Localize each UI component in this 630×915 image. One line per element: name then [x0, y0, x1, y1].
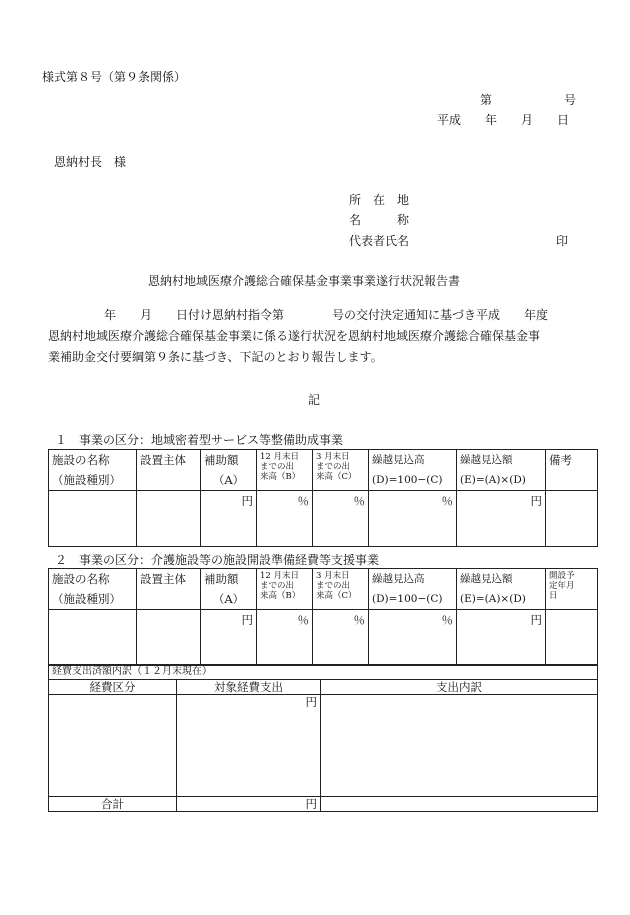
facility-name-header: 施設の名称 （施設種別）	[49, 450, 137, 491]
founder-header: 設置主体	[137, 450, 201, 491]
expense-target-cell: 円	[177, 695, 321, 797]
mar-progress-cell: ％	[313, 610, 369, 666]
founder-cell	[137, 491, 201, 547]
mar-progress-cell: ％	[313, 491, 369, 547]
founder-cell	[137, 610, 201, 666]
section2-table	[48, 568, 598, 666]
facility-name-cell	[49, 610, 137, 666]
subsidy-header: 補助額 （A）	[201, 569, 257, 610]
founder-header: 設置主体	[137, 569, 201, 610]
seal-mark: 印	[556, 234, 569, 248]
representative-label: 代表者氏名	[349, 234, 410, 248]
expense-table	[48, 664, 598, 812]
dec-progress-cell: ％	[257, 610, 313, 666]
dec-progress-cell: ％	[257, 491, 313, 547]
ki-marker: 記	[308, 393, 321, 407]
facility-name-header: 施設の名称 （施設種別）	[49, 569, 137, 610]
carry-rate-cell: ％	[369, 610, 457, 666]
total-label: 合計	[49, 797, 177, 812]
section1-heading: １ 事業の区分：地域密着型サービス等整備助成事業	[55, 433, 344, 447]
remarks-header: 備考	[546, 450, 598, 491]
name-label: 名 称	[349, 213, 410, 227]
expense-target-header: 対象経費支出	[177, 680, 321, 695]
date-line: 平成 年 月 日	[437, 113, 570, 127]
expense-detail-header: 支出内訳	[321, 680, 598, 695]
expense-caption: 経費支出済額内訳（１２月末現在）	[49, 665, 598, 680]
section1-table	[48, 449, 598, 547]
subsidy-cell: 円	[201, 491, 257, 547]
expense-category-cell	[49, 695, 177, 797]
address-label: 所 在 地	[349, 193, 410, 207]
total-amount-cell: 円	[177, 797, 321, 812]
mar-progress-header: 3 月末日 までの出 来高（C）	[313, 450, 369, 491]
expense-detail-cell	[321, 695, 598, 797]
dec-progress-header: 12 月末日 までの出 来高（B）	[257, 569, 313, 610]
document-title: 恩納村地域医療介護総合確保基金事業事業遂行状況報告書	[148, 274, 461, 288]
carry-rate-cell: ％	[369, 491, 457, 547]
expense-category-header: 経費区分	[49, 680, 177, 695]
dec-progress-header: 12 月末日 までの出 来高（B）	[257, 450, 313, 491]
total-detail-cell	[321, 797, 598, 812]
carry-rate-header: 繰越見込高 (D)=100−(C)	[369, 450, 457, 491]
carry-amount-header: 繰越見込額 (E)=(A)×(D)	[457, 450, 546, 491]
addressee: 恩納村長 様	[54, 155, 127, 169]
number-line: 第 号	[480, 93, 577, 107]
body-line-3: 業補助金交付要綱第９条に基づき、下記のとおり報告します。	[48, 350, 383, 364]
remarks-cell	[546, 491, 598, 547]
form-number: 様式第８号（第９条関係）	[42, 70, 187, 84]
carry-amount-header: 繰越見込額 (E)=(A)×(D)	[457, 569, 546, 610]
carry-amount-cell: 円	[457, 610, 546, 666]
subsidy-cell: 円	[201, 610, 257, 666]
mar-progress-header: 3 月末日 までの出 来高（C）	[313, 569, 369, 610]
body-line-2: 恩納村地域医療介護総合確保基金事業に係る遂行状況を恩納村地域医療介護総合確保基金事	[48, 329, 541, 343]
section2-heading: ２ 事業の区分：介護施設等の施設開設準備経費等支援事業	[55, 553, 380, 567]
opening-date-cell	[546, 610, 598, 666]
subsidy-header: 補助額 （A）	[201, 450, 257, 491]
carry-rate-header: 繰越見込高 (D)=100−(C)	[369, 569, 457, 610]
facility-name-cell	[49, 491, 137, 547]
carry-amount-cell: 円	[457, 491, 546, 547]
body-line-1: 年 月 日付け恩納村指令第 号の交付決定通知に基づき平成 年度	[104, 308, 549, 322]
opening-date-header: 開設予 定年月 日	[546, 569, 598, 610]
